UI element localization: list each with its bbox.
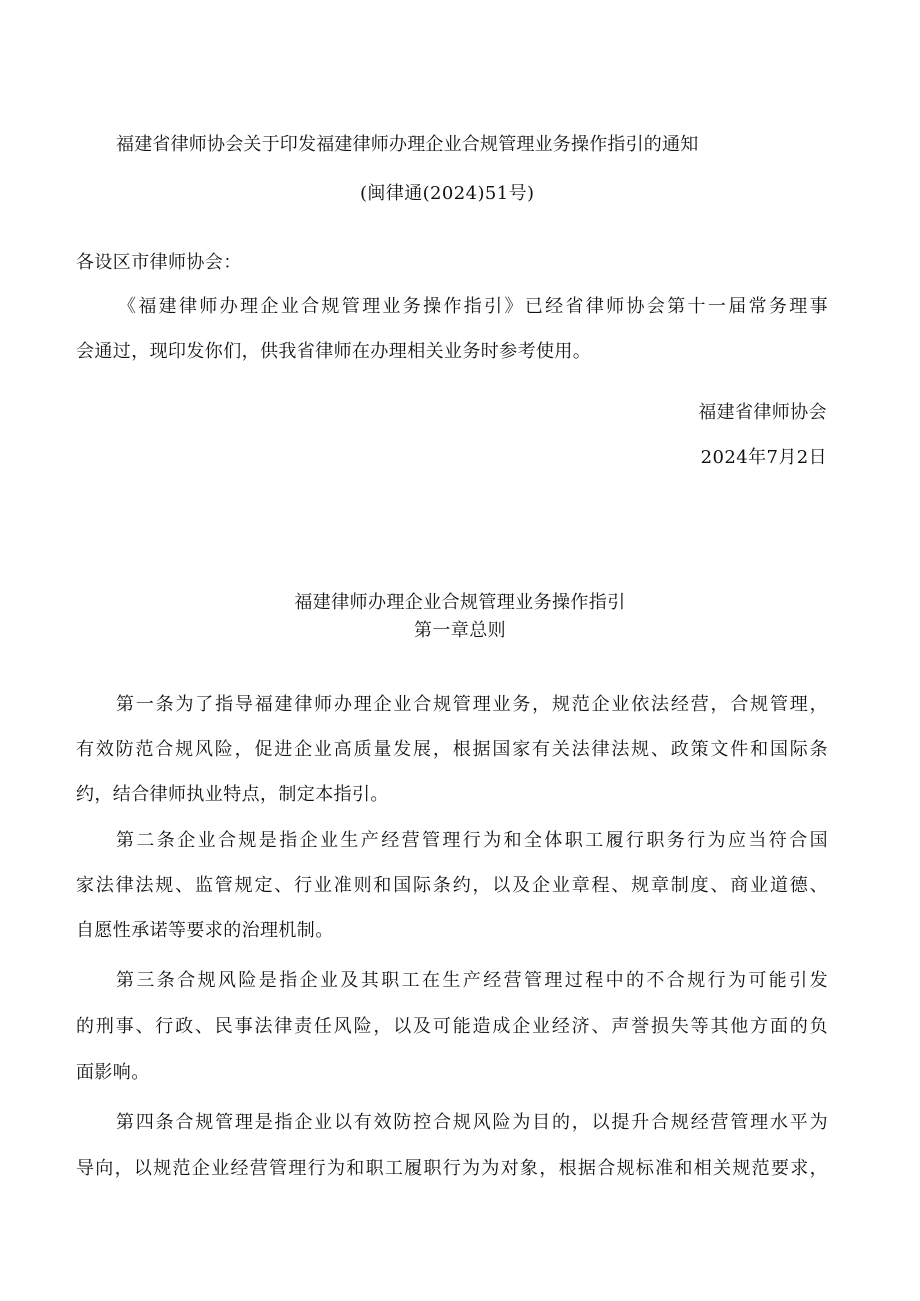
- notice-body: [76, 296, 828, 363]
- notice-body-line: 会通过，现印发你们，供我省律师在办理相关业务时参考使用。: [76, 341, 592, 362]
- article-line: 导向，以规范企业经营管理行为和职工履职行为为对象，根据合规标准和相关规范要求，: [76, 1158, 828, 1179]
- article-3: [76, 970, 828, 1084]
- article-line: 第三条合规风险是指企业及其职工在生产经营管理过程中的不合规行为可能引发: [116, 970, 828, 991]
- article-line: 的刑事、行政、民事法律责任风险，以及可能造成企业经济、声誉损失等其他方面的负: [76, 1016, 828, 1037]
- notice-title: 福建省律师协会关于印发福建律师办理企业合规管理业务操作指引的通知: [116, 134, 699, 155]
- article-line: 家法律法规、监管规定、行业准则和国际条约，以及企业章程、规章制度、商业道德、: [76, 875, 828, 896]
- article-4: [76, 1112, 828, 1180]
- notice-date: 2024年7月2日: [700, 447, 827, 468]
- article-line: 有效防范合规风险，促进企业高质量发展，根据国家有关法律法规、政策文件和国际条: [76, 739, 828, 760]
- article-1: [76, 694, 828, 806]
- article-line: 第四条合规管理是指企业以有效防控合规风险为目的，以提升合规经营管理水平为: [116, 1112, 828, 1133]
- notice-body-line: 《福建律师办理企业合规管理业务操作指引》已经省律师协会第十一届常务理事: [118, 296, 828, 317]
- issuer: 福建省律师协会: [698, 402, 827, 423]
- article-line: 自愿性承诺等要求的治理机制。: [76, 920, 334, 941]
- addressee: 各设区市律师协会：: [76, 252, 242, 273]
- article-line: 第一条为了指导福建律师办理企业合规管理业务，规范企业依法经营，合规管理，: [116, 694, 828, 715]
- chapter-heading: 第一章总则: [414, 620, 506, 641]
- article-line: 第二条企业合规是指企业生产经营管理行为和全体职工履行职务行为应当符合国: [116, 830, 828, 851]
- guide-title: 福建律师办理企业合规管理业务操作指引: [294, 592, 626, 613]
- article-line: 面影响。: [76, 1062, 150, 1083]
- article-2: [76, 830, 828, 942]
- doc-number: (闽律通(2024)51号): [360, 183, 535, 204]
- article-line: 约，结合律师执业特点，制定本指引。: [76, 784, 389, 805]
